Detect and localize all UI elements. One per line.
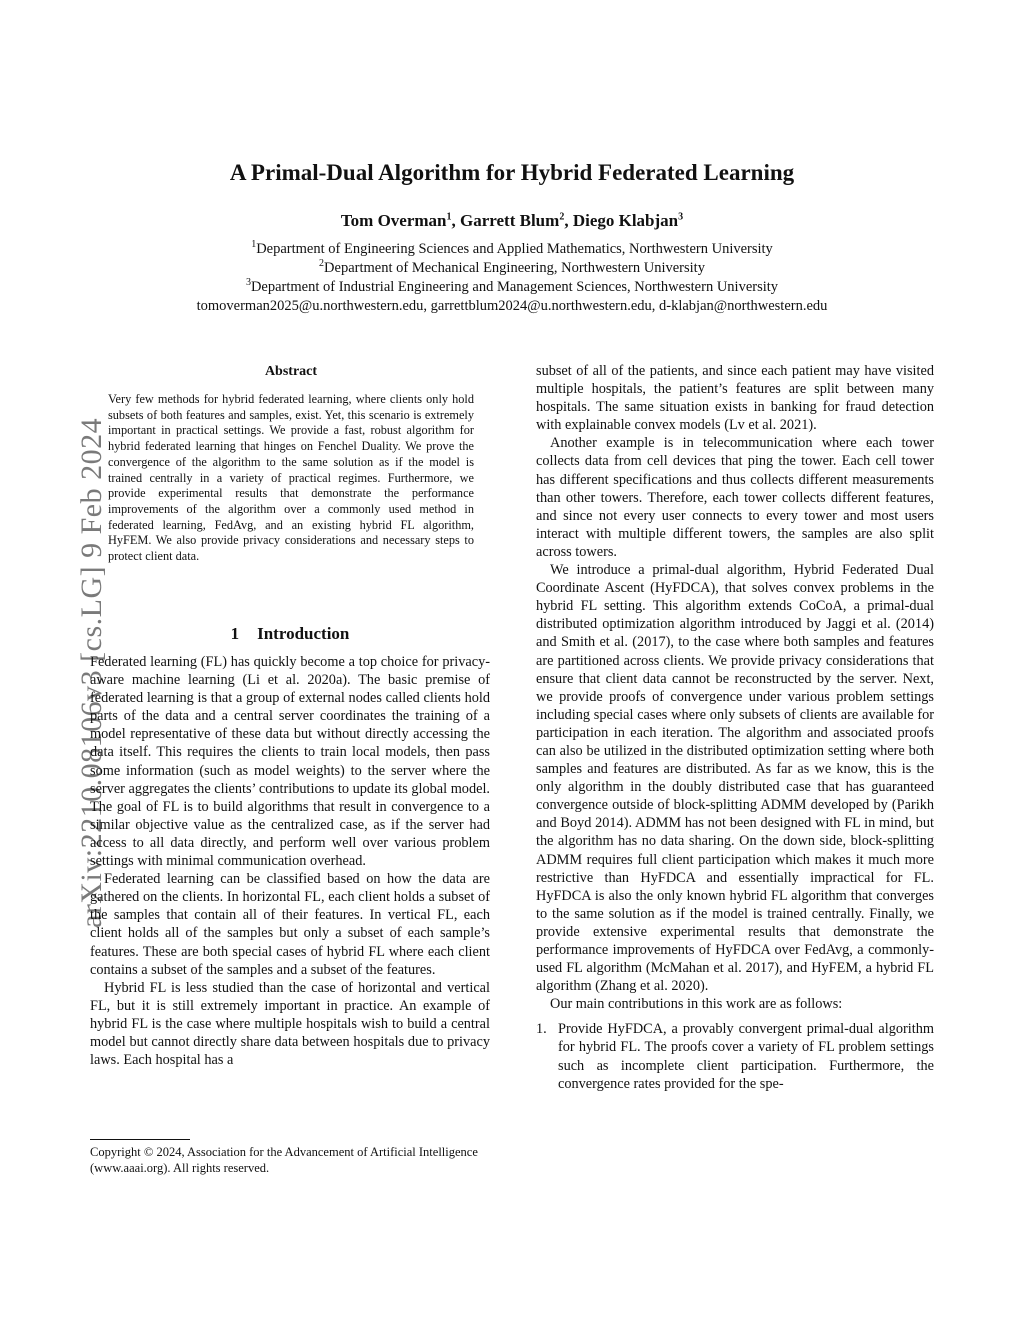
arxiv-sidebar	[20, 368, 108, 928]
abstract-text: Very few methods for hybrid federated learning, where clients only hold subsets of both features and samples, exist. Yet, this scenario is extremely important in practical settings. We provide a fast, robust algorithm for hybrid federated learning that hinges on Fenchel Duality. We prove the convergence of the algorithm to the same solution as if the model is trained centrally in a variety of practical regimes. Furthermore, we provide experimental results that demonstrate the performance improvements of the algorithm over a commonly used method in federated learning, FedAvg, and an existing hybrid FL algorithm, HyFEM. We also provide privacy considerations and necessary steps to protect client data.	[108, 392, 474, 564]
affiliation-line: $^1$Department of Engineering Sciences and Applied Mathematics, Northwestern University	[251, 239, 773, 257]
arxiv-identifier: arXiv:2210.08106v3 [cs.LG] 9 Feb 2024	[75, 417, 108, 928]
author: Garrett Blum$^2$,	[460, 211, 573, 230]
abstract-heading: Abstract	[264, 364, 318, 379]
paragraph: We introduce a primal-dual algorithm, Hybrid Federated Dual Coordinate Ascent (HyFDCA), that solves convex problems in the hybrid FL setting. This algorithm extends CoCoA, a primal-dual distributed optimization algorithm introduced by Jaggi et al. (2014) and Smith et al. (2017), to the case where both samples and features are partitioned across clients. We provide privacy considerations that ensure that client data cannot be reconstructed by the server. Next, we provide proofs of convergence under various problem settings including special cases where only subsets of clients are available for participation in each iteration. The algorithm and associated proofs can also be utilized in the distributed optimization setting where both samples and features are distributed. As far as we know, this is the only algorithm in the doubly distributed case that has guaranteed convergence outside of block-splitting ADMM developed by (Parikh and Boyd 2014). ADMM has not been designed with FL in mind, but the algorithm has no data sharing. On the down side, block-splitting ADMM requires full client participation which makes it much more restrictive than HyFDCA and essentially impractical for FL. HyFDCA is also the only known hybrid FL algorithm that converges to the same solution as if the model is trained centrally. Finally, we provide extensive experimental results that demonstrate the performance improvements of HyFDCA over FedAvg, a commonly-used FL algorithm (McMahan et al. 2017), and HyFEM, a hybrid FL algorithm (Zhang et al. 2020).	[536, 562, 934, 995]
paragraph: subset of all of the patients, and since each patient may have visited multiple hospitals, the patient’s features are split between many hospitals. The same situation exists in banking for fraud detection with explainable convex models (Lv et al. 2021).	[536, 363, 934, 434]
author: Tom Overman$^1$,	[340, 211, 460, 230]
affiliation-line: $^2$Department of Mechanical Engineering, Northwestern University	[319, 258, 705, 276]
right-column-body	[536, 362, 934, 1093]
paragraph: Another example is in telecommunication where each tower collects data from cell devices that ping the tower. Each cell tower has different specifications and thus collects different measurements than other towers. Therefore, each tower collects different features, and since not every user connects to every tower and most users interact with multiple different towers, the samples are also split across towers.	[536, 435, 934, 560]
contribution-list-item: 1. Provide HyFDCA, a provably convergent primal-dual algorithm for hybrid FL. The proofs cover a variety of FL problem settings such as incomplete client participation. Furthermore, the convergence rates provided for the spe-	[536, 1021, 934, 1092]
section-heading: 1 Introduction	[230, 624, 350, 643]
paragraph: Federated learning can be classified based on how the data are gathered on the clients. In horizontal FL, each client holds a subset of the samples that contain all of their features. In vertical FL, each client holds all of the samples but only a subset of each sample’s features. These are both special cases of hybrid FL where each client contains a subset of the samples and a subset of the features.	[90, 871, 490, 978]
paragraph: Federated learning (FL) has quickly become a top choice for privacy-aware machine learning (Li et al. 2020a). The basic premise of federated learning is that a group of external nodes called clients hold parts of the data and a central server coordinates the training of a model representative of these data but without directly accessing the data itself. This requires the clients to train local models, then pass some information (such as model weights) to the server where the server aggregates the clients’ contributions to update its global model. The goal of FL is to build algorithms that result in convergence to a similar objective value as the centralized case, as if the server had access to all data directly, and perform well over various problem settings with minimal communication overhead.	[90, 654, 490, 870]
affiliation-line: $^3$Department of Industrial Engineering and Management Sciences, Northwestern University	[245, 277, 779, 295]
footnote-divider	[90, 1139, 190, 1140]
paper-title: A Primal-Dual Algorithm for Hybrid Federated Learning	[229, 160, 795, 185]
paragraph: Our main contributions in this work are as follows:	[550, 996, 843, 1013]
author-list	[0, 211, 1024, 231]
affiliations	[0, 240, 1024, 316]
author: Diego Klabjan$^3$	[572, 211, 684, 230]
paragraph: Hybrid FL is less studied than the case of horizontal and vertical FL, but it is still extremely important in practice. An example of hybrid FL is the case where multiple hospitals wish to build a central model but cannot directly share data between hospitals due to privacy laws. Each hospital has a	[90, 979, 490, 1069]
copyright-footnote: Copyright © 2024, Association for the Advancement of Artificial Intelligence (www.aaai.org). All rights reserved.	[90, 1145, 478, 1175]
author-emails: tomoverman2025@u.northwestern.edu, garrettblum2024@u.northwestern.edu, d-klabjan@northwestern.edu	[196, 298, 828, 314]
left-column-body	[90, 653, 490, 1069]
